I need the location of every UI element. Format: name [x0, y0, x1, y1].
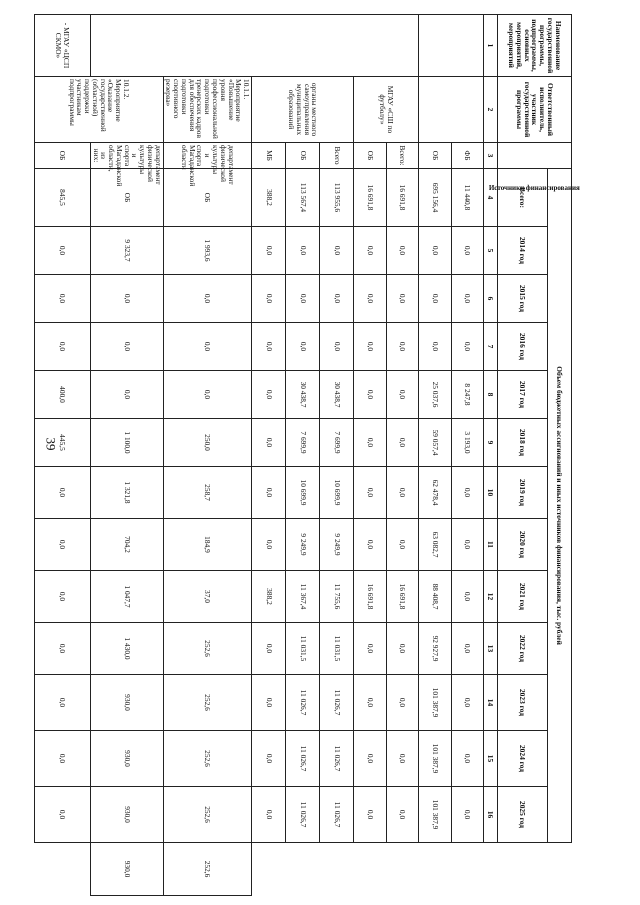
value-cell: 11 026,7 [286, 731, 320, 787]
name-cell [90, 15, 418, 77]
header-year: 2023 год [498, 675, 548, 731]
value-cell: 0,0 [354, 731, 386, 787]
value-cell: 16 691,8 [386, 571, 418, 623]
value-cell: 0,0 [354, 371, 386, 419]
executor-cell [419, 77, 484, 143]
column-number: 1 [484, 15, 498, 77]
value-cell: 16 691,8 [386, 169, 418, 227]
value-cell: 0,0 [354, 419, 386, 467]
source-cell: Всего [320, 143, 354, 169]
value-cell: 7 699,9 [320, 419, 354, 467]
value-cell: 184,9 [163, 519, 251, 571]
value-cell: 0,0 [90, 371, 163, 419]
source-cell: ОБ [354, 143, 386, 169]
column-number: 8 [484, 371, 498, 419]
value-cell: 0,0 [386, 371, 418, 419]
value-cell: 0,0 [252, 371, 286, 419]
value-cell: 258,7 [163, 467, 251, 519]
value-cell: 0,0 [386, 519, 418, 571]
value-cell: 0,0 [451, 227, 483, 275]
value-cell: 0,0 [35, 731, 91, 787]
value-cell: 3 193,0 [451, 419, 483, 467]
value-cell: 62 478,4 [419, 467, 451, 519]
value-cell: 92 927,9 [419, 623, 451, 675]
source-cell: Всего: [386, 143, 418, 169]
value-cell: 0,0 [252, 323, 286, 371]
value-cell: 0,0 [320, 323, 354, 371]
value-cell: 930,0 [90, 731, 163, 787]
column-number: 2 [484, 77, 498, 143]
value-cell: 0,0 [286, 275, 320, 323]
value-cell: 445,5 [35, 419, 91, 467]
value-cell: 0,0 [354, 227, 386, 275]
name-cell [419, 15, 484, 77]
value-cell: 30 438,7 [286, 371, 320, 419]
column-number: 6 [484, 275, 498, 323]
source-cell: ОБ [163, 169, 251, 227]
value-cell: 930,0 [90, 843, 163, 896]
source-cell: МБ [252, 143, 286, 169]
value-cell: 0,0 [90, 275, 163, 323]
header-year: Всего: [498, 169, 548, 227]
budget-table [34, 14, 580, 896]
column-number: 12 [484, 571, 498, 623]
value-cell: 101 387,9 [419, 675, 451, 731]
value-cell: 0,0 [354, 275, 386, 323]
value-cell: 0,0 [451, 787, 483, 843]
value-cell: 0,0 [354, 467, 386, 519]
value-cell: 252,6 [163, 731, 251, 787]
value-cell: 8 247,8 [451, 371, 483, 419]
column-number: 3 [484, 143, 498, 169]
value-cell: 0,0 [163, 275, 251, 323]
executor-cell: департамент физической культуры и спорта Магаданской области, из них: [90, 143, 163, 169]
source-cell: ОБ [419, 143, 451, 169]
column-number: 5 [484, 227, 498, 275]
value-cell: 0,0 [386, 467, 418, 519]
value-cell: 30 438,7 [320, 371, 354, 419]
value-cell: 0,0 [35, 787, 91, 843]
value-cell: 0,0 [252, 419, 286, 467]
value-cell: 250,0 [163, 419, 251, 467]
value-cell: 0,0 [451, 623, 483, 675]
value-cell: 0,0 [252, 623, 286, 675]
value-cell: 0,0 [35, 275, 91, 323]
value-cell: 11 026,7 [320, 731, 354, 787]
value-cell: 63 082,7 [419, 519, 451, 571]
value-cell: 400,0 [35, 371, 91, 419]
executor-cell: департамент физической культуры и спорта Магаданской области [163, 143, 251, 169]
value-cell: 0,0 [354, 519, 386, 571]
value-cell: 10 699,9 [286, 467, 320, 519]
value-cell: 11 026,7 [320, 787, 354, 843]
header-year: 2020 год [498, 519, 548, 571]
header-source: Источники финансирования [498, 143, 572, 169]
source-cell: ОБ [90, 169, 163, 227]
value-cell: 0,0 [90, 323, 163, 371]
value-cell: 0,0 [451, 731, 483, 787]
value-cell: 0,0 [35, 675, 91, 731]
value-cell: 9 323,7 [90, 227, 163, 275]
value-cell: 0,0 [386, 623, 418, 675]
value-cell: 0,0 [354, 787, 386, 843]
value-cell: 0,0 [252, 519, 286, 571]
value-cell: 0,0 [419, 227, 451, 275]
value-cell: 0,0 [252, 731, 286, 787]
value-cell: 1 100,0 [90, 419, 163, 467]
value-cell: 0,0 [419, 323, 451, 371]
value-cell: 930,0 [90, 675, 163, 731]
header-year: 2014 год [498, 227, 548, 275]
value-cell: 11 026,7 [286, 787, 320, 843]
value-cell: 0,0 [35, 571, 91, 623]
value-cell: 0,0 [354, 623, 386, 675]
value-cell: 252,6 [163, 843, 251, 896]
header-budget-group: Объем бюджетных ассигнований и иных источников финансирования, тыс. рублей [548, 169, 572, 843]
value-cell: 0,0 [386, 275, 418, 323]
value-cell: 11 026,7 [320, 675, 354, 731]
value-cell: 252,6 [163, 623, 251, 675]
value-cell: 0,0 [354, 323, 386, 371]
value-cell: 0,0 [386, 227, 418, 275]
value-cell: 1 047,7 [90, 571, 163, 623]
value-cell: 388,2 [252, 571, 286, 623]
value-cell: 845,5 [35, 169, 91, 227]
value-cell: 252,6 [163, 787, 251, 843]
column-number: 9 [484, 419, 498, 467]
value-cell: 11 367,4 [286, 571, 320, 623]
value-cell: 930,0 [90, 787, 163, 843]
value-cell: 0,0 [451, 571, 483, 623]
value-cell: 9 249,9 [320, 519, 354, 571]
value-cell: 252,6 [163, 675, 251, 731]
value-cell: 101 387,9 [419, 787, 451, 843]
value-cell: 16 691,8 [354, 571, 386, 623]
value-cell: 0,0 [386, 675, 418, 731]
header-year: 2015 год [498, 275, 548, 323]
value-cell: 0,0 [252, 467, 286, 519]
header-year: 2025 год [498, 787, 548, 843]
value-cell: 113 955,6 [320, 169, 354, 227]
value-cell: 1 430,0 [90, 623, 163, 675]
column-number: 13 [484, 623, 498, 675]
value-cell: 0,0 [286, 227, 320, 275]
value-cell: 695 156,4 [419, 169, 451, 227]
value-cell: 0,0 [419, 275, 451, 323]
value-cell: 0,0 [35, 519, 91, 571]
value-cell: 0,0 [451, 467, 483, 519]
value-cell: 0,0 [320, 275, 354, 323]
column-number: 4 [484, 169, 498, 227]
value-cell: 10 699,9 [320, 467, 354, 519]
value-cell: 388,2 [252, 169, 286, 227]
value-cell: 0,0 [252, 787, 286, 843]
value-cell: 0,0 [386, 323, 418, 371]
column-number: 7 [484, 323, 498, 371]
column-number: 11 [484, 519, 498, 571]
value-cell: 0,0 [252, 675, 286, 731]
value-cell: 0,0 [163, 323, 251, 371]
value-cell: 0,0 [386, 419, 418, 467]
name-cell: 10.1.1. Мероприятие «Повышение уровня профессиональной подготовки тренерских кадров для обеспечения подготовки спортивного резерва» [163, 77, 251, 143]
column-number: 15 [484, 731, 498, 787]
executor-cell: - МГАУ «ЦСП СКМО» [35, 15, 91, 77]
value-cell: 59 057,4 [419, 419, 451, 467]
value-cell: 0,0 [451, 323, 483, 371]
value-cell: 0,0 [286, 323, 320, 371]
value-cell: 0,0 [320, 227, 354, 275]
header-year: 2019 год [498, 467, 548, 519]
value-cell: 0,0 [451, 519, 483, 571]
executor-cell: органы местного самоуправления муниципальных образований [252, 77, 354, 143]
value-cell: 37,0 [163, 571, 251, 623]
header-year: 2017 год [498, 371, 548, 419]
column-number: 16 [484, 787, 498, 843]
executor-cell: МГАУ «СШ по футболу» [354, 77, 419, 143]
value-cell: 0,0 [386, 731, 418, 787]
header-year: 2018 год [498, 419, 548, 467]
value-cell: 11 755,6 [320, 571, 354, 623]
value-cell: 0,0 [35, 623, 91, 675]
page-number: 39 [43, 437, 59, 451]
header-year: 2016 год [498, 323, 548, 371]
value-cell: 11 031,5 [286, 623, 320, 675]
value-cell: 11 026,7 [286, 675, 320, 731]
value-cell: 88 408,7 [419, 571, 451, 623]
value-cell: 0,0 [451, 675, 483, 731]
source-cell: ОБ [286, 143, 320, 169]
value-cell: 113 567,4 [286, 169, 320, 227]
value-cell: 0,0 [163, 371, 251, 419]
value-cell: 7 699,9 [286, 419, 320, 467]
header-year: 2021 год [498, 571, 548, 623]
value-cell: 11 440,8 [451, 169, 483, 227]
value-cell: 11 031,5 [320, 623, 354, 675]
header-year: 2022 год [498, 623, 548, 675]
value-cell: 9 249,9 [286, 519, 320, 571]
value-cell: 0,0 [451, 275, 483, 323]
header-year: 2024 год [498, 731, 548, 787]
value-cell: 704,2 [90, 519, 163, 571]
value-cell: 0,0 [354, 675, 386, 731]
name-cell: 10.1.2. Мероприятие «Оказание государственной (областной) поддержки участникам подпрограммы [35, 77, 164, 143]
value-cell: 1 993,6 [163, 227, 251, 275]
header-name: Наименование государственной программы, подпрограммы, основных мероприятий, мероприятий [498, 15, 572, 77]
column-number: 10 [484, 467, 498, 519]
value-cell: 0,0 [252, 227, 286, 275]
value-cell: 0,0 [35, 467, 91, 519]
value-cell: 25 037,6 [419, 371, 451, 419]
value-cell: 101 387,9 [419, 731, 451, 787]
value-cell: 0,0 [386, 787, 418, 843]
column-number: 14 [484, 675, 498, 731]
value-cell: 0,0 [35, 227, 91, 275]
value-cell: 1 321,8 [90, 467, 163, 519]
value-cell: 16 691,8 [354, 169, 386, 227]
header-executor: Ответственный исполнитель, участник государственной программы [498, 77, 572, 143]
value-cell: 0,0 [35, 323, 91, 371]
value-cell: 0,0 [252, 275, 286, 323]
source-cell: ОБ [35, 143, 91, 169]
source-cell: ФБ [451, 143, 483, 169]
